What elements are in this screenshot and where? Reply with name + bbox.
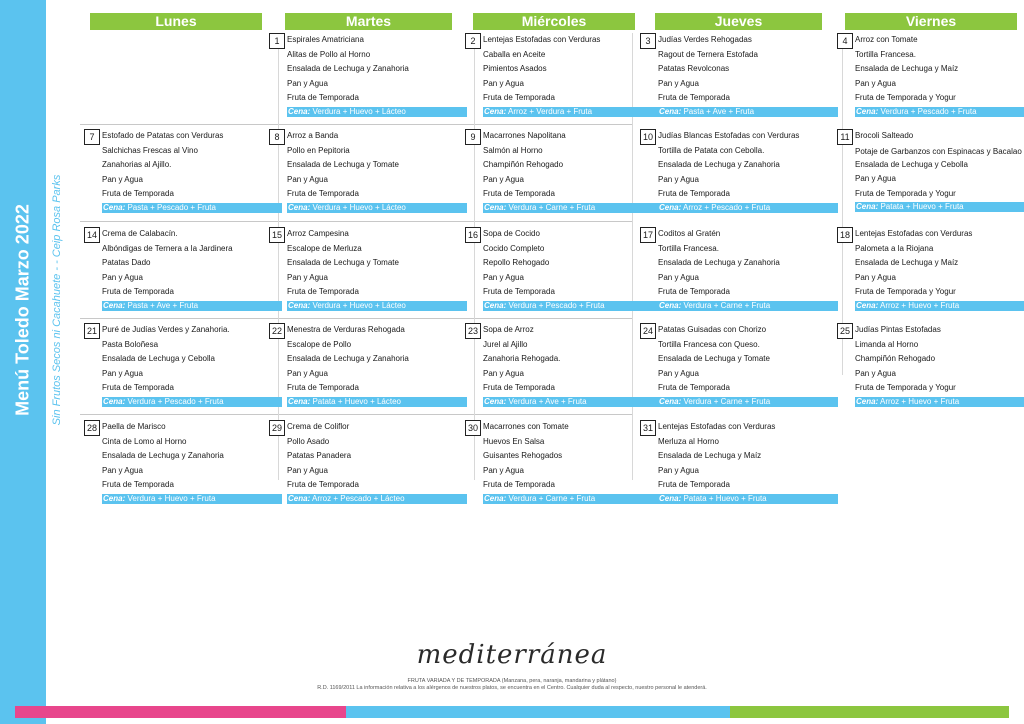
dinner-suggestion bbox=[483, 203, 663, 213]
dish: Salchichas Frescas al Vino bbox=[102, 145, 198, 155]
dish: Alitas de Pollo al Horno bbox=[287, 49, 371, 59]
dinner-label: Cena: bbox=[659, 202, 682, 212]
dish: Jurel al Ajillo bbox=[483, 339, 528, 349]
dish: Fruta de Temporada bbox=[287, 383, 359, 393]
dish: Ensalada de Lechuga y Tomate bbox=[287, 258, 399, 268]
dinner-value: Verdura + Ave + Fruta bbox=[508, 396, 587, 406]
day-cell bbox=[839, 227, 1024, 311]
dish: Menestra de Verduras Rehogada bbox=[287, 325, 405, 334]
day-header-4: Viernes bbox=[845, 13, 1017, 30]
dinner-value: Pasta + Pescado + Fruta bbox=[127, 202, 216, 212]
dinner-label: Cena: bbox=[288, 396, 311, 406]
dish: Pan y Agua bbox=[287, 465, 328, 475]
dish: Ensalada de Lechuga y Maíz bbox=[855, 258, 959, 268]
dish: Fruta de Temporada bbox=[483, 189, 555, 199]
footer-bar-blue bbox=[346, 706, 730, 718]
day-header-3: Jueves bbox=[655, 13, 822, 30]
dish: Pan y Agua bbox=[483, 465, 524, 475]
dish: Pan y Agua bbox=[102, 368, 143, 378]
dish: Pan y Agua bbox=[102, 174, 143, 184]
dish: Arroz a Banda bbox=[287, 131, 339, 140]
dish: Guisantes Rehogados bbox=[483, 451, 563, 461]
dish: Tortilla Francesa con Queso. bbox=[658, 339, 760, 349]
dinner-label: Cena: bbox=[484, 493, 507, 503]
dish: Brocoli Salteado bbox=[855, 131, 914, 140]
day-header-0: Lunes bbox=[90, 13, 262, 30]
dinner-suggestion bbox=[658, 494, 838, 504]
day-header-2: Miércoles bbox=[473, 13, 635, 30]
dish: Ensalada de Lechuga y Zanahoria bbox=[102, 451, 224, 461]
dish: Sopa de Cocido bbox=[483, 229, 540, 238]
day-cell bbox=[642, 227, 838, 311]
day-number: 10 bbox=[640, 129, 656, 145]
dish: Macarrones Napolitana bbox=[483, 131, 566, 140]
footer-bar-green bbox=[730, 706, 1009, 718]
day-number: 30 bbox=[465, 420, 481, 436]
dinner-suggestion bbox=[287, 494, 467, 504]
day-cell bbox=[840, 129, 1024, 212]
dinner-value: Arroz + Huevo + Fruta bbox=[880, 396, 960, 406]
menu-subtitle: Sin Frutos Secos ni Cacahuete - - Ceip Rosa Parks bbox=[51, 174, 63, 426]
dish: Judías Pintas Estofadas bbox=[855, 325, 941, 334]
dish: Fruta de Temporada y Yogur bbox=[855, 287, 956, 297]
day-cell bbox=[86, 227, 282, 311]
dish: Pan y Agua bbox=[287, 272, 328, 282]
dish: Lentejas Estofadas con Verduras bbox=[483, 35, 601, 44]
dinner-value: Verdura + Pescado + Fruta bbox=[127, 396, 224, 406]
dinner-suggestion bbox=[102, 494, 282, 504]
day-number: 1 bbox=[269, 33, 285, 49]
day-number: 7 bbox=[84, 129, 100, 145]
dish: Fruta de Temporada bbox=[658, 480, 730, 490]
dish: Fruta de Temporada bbox=[102, 189, 174, 199]
dish: Puré de Judías Verdes y Zanahoria. bbox=[102, 325, 230, 334]
day-cell bbox=[839, 323, 1024, 407]
dinner-value: Verdura + Carne + Fruta bbox=[508, 202, 596, 212]
dinner-value: Patata + Huevo + Fruta bbox=[880, 202, 964, 212]
dish: Pan y Agua bbox=[287, 174, 328, 184]
dish: Pollo en Pepitoria bbox=[287, 145, 350, 155]
dish: Patatas Revolconas bbox=[658, 64, 730, 74]
title-band bbox=[0, 0, 46, 724]
day-cell bbox=[467, 323, 663, 407]
dinner-suggestion bbox=[483, 301, 663, 311]
day-cell bbox=[86, 420, 282, 504]
dinner-suggestion bbox=[287, 301, 467, 311]
dish: Macarrones con Tomate bbox=[483, 422, 569, 431]
dinner-value: Verdura + Huevo + Lácteo bbox=[312, 202, 406, 212]
dish: Ensalada de Lechuga y Zanahoria bbox=[658, 160, 780, 170]
dish: Fruta de Temporada bbox=[658, 93, 730, 103]
dish: Caballa en Aceite bbox=[483, 49, 546, 59]
dish: Fruta de Temporada bbox=[102, 383, 174, 393]
dinner-label: Cena: bbox=[856, 300, 879, 310]
dish: Coditos al Gratén bbox=[658, 229, 721, 238]
dish: Pan y Agua bbox=[102, 465, 143, 475]
dish: Pasta Boloñesa bbox=[102, 339, 159, 349]
dish: Patatas Dado bbox=[102, 258, 151, 268]
dinner-value: Verdura + Carne + Fruta bbox=[683, 300, 771, 310]
dinner-label: Cena: bbox=[659, 106, 682, 116]
dish: Estofado de Patatas con Verduras bbox=[102, 131, 224, 140]
dinner-label: Cena: bbox=[484, 106, 507, 116]
dinner-label: Cena: bbox=[103, 300, 126, 310]
dish: Pan y Agua bbox=[658, 272, 699, 282]
dinner-label: Cena: bbox=[288, 202, 311, 212]
dish: Pan y Agua bbox=[658, 174, 699, 184]
dinner-suggestion bbox=[658, 107, 838, 117]
dinner-suggestion bbox=[855, 397, 1024, 407]
day-cell bbox=[271, 420, 467, 504]
day-number: 3 bbox=[640, 33, 656, 49]
dinner-label: Cena: bbox=[288, 493, 311, 503]
day-number: 29 bbox=[269, 420, 285, 436]
day-number: 21 bbox=[84, 323, 100, 339]
dish: Fruta de Temporada bbox=[483, 480, 555, 490]
dish: Fruta de Temporada bbox=[658, 287, 730, 297]
day-cell bbox=[271, 323, 467, 407]
dish: Pan y Agua bbox=[855, 272, 896, 282]
dish: Pan y Agua bbox=[287, 78, 328, 88]
day-cell bbox=[842, 33, 1024, 117]
dinner-suggestion bbox=[855, 107, 1024, 117]
dinner-suggestion bbox=[287, 397, 467, 407]
dinner-suggestion bbox=[855, 202, 1024, 212]
dish: Ensalada de Lechuga y Tomate bbox=[287, 160, 399, 170]
dish: Crema de Calabacín. bbox=[102, 229, 178, 238]
dish: Ragout de Ternera Estofada bbox=[658, 49, 758, 59]
dinner-suggestion bbox=[287, 203, 467, 213]
dinner-value: Arroz + Huevo + Fruta bbox=[880, 300, 960, 310]
dish: Pan y Agua bbox=[287, 368, 328, 378]
dinner-value: Arroz + Pescado + Fruta bbox=[683, 202, 771, 212]
dish: Pan y Agua bbox=[855, 78, 896, 88]
dish: Sopa de Arroz bbox=[483, 325, 534, 334]
dish: Ensalada de Lechuga y Zanahoria bbox=[287, 354, 409, 364]
dinner-value: Verdura + Carne + Fruta bbox=[508, 493, 596, 503]
day-number: 25 bbox=[837, 323, 853, 339]
day-number: 9 bbox=[465, 129, 481, 145]
dish: Fruta de Temporada y Yogur bbox=[855, 188, 956, 198]
dinner-suggestion bbox=[483, 107, 663, 117]
day-cell bbox=[470, 129, 663, 213]
dish: Lentejas Estofadas con Verduras bbox=[658, 422, 776, 431]
dinner-suggestion bbox=[658, 203, 838, 213]
dish: Palometa a la Riojana bbox=[855, 243, 934, 253]
dinner-label: Cena: bbox=[484, 202, 507, 212]
brand-logo: mediterránea bbox=[416, 640, 608, 670]
dinner-value: Verdura + Pescado + Fruta bbox=[880, 106, 977, 116]
dish: Tortilla de Patata con Cebolla. bbox=[658, 145, 765, 155]
dish: Ensalada de Lechuga y Cebolla bbox=[102, 354, 215, 364]
dinner-label: Cena: bbox=[856, 396, 879, 406]
dinner-value: Verdura + Carne + Fruta bbox=[683, 396, 771, 406]
dish: Tortilla Francesa. bbox=[855, 49, 916, 59]
dinner-value: Arroz + Pescado + Lácteo bbox=[312, 493, 405, 503]
dinner-value: Patata + Huevo + Fruta bbox=[683, 493, 767, 503]
dish: Arroz Campesina bbox=[287, 229, 349, 238]
day-number: 2 bbox=[465, 33, 481, 49]
dish: Lentejas Estofadas con Verduras bbox=[855, 229, 973, 238]
dish: Judías Blancas Estofadas con Verduras bbox=[658, 131, 800, 140]
dinner-label: Cena: bbox=[288, 300, 311, 310]
day-cell bbox=[274, 129, 467, 213]
dish: Fruta de Temporada bbox=[102, 480, 174, 490]
column-divider bbox=[474, 33, 475, 480]
week-separator bbox=[80, 124, 632, 125]
dish: Champiñón Rehogado bbox=[855, 354, 936, 364]
dinner-label: Cena: bbox=[856, 202, 879, 212]
dish: Fruta de Temporada bbox=[658, 189, 730, 199]
day-cell bbox=[467, 227, 663, 311]
dish: Ensalada de Lechuga y Zanahoria bbox=[658, 258, 780, 268]
day-number: 17 bbox=[640, 227, 656, 243]
dish: Pan y Agua bbox=[855, 368, 896, 378]
dish: Pimientos Asados bbox=[483, 64, 547, 74]
dish: Patatas Panadera bbox=[287, 451, 352, 461]
dinner-label: Cena: bbox=[484, 300, 507, 310]
dinner-label: Cena: bbox=[659, 396, 682, 406]
dish: Merluza al Horno bbox=[658, 436, 719, 446]
dish: Fruta de Temporada bbox=[102, 287, 174, 297]
day-number: 22 bbox=[269, 323, 285, 339]
dinner-label: Cena: bbox=[103, 396, 126, 406]
dish: Escalope de Merluza bbox=[287, 243, 362, 253]
dinner-value: Patata + Huevo + Lácteo bbox=[312, 396, 401, 406]
day-header-1: Martes bbox=[285, 13, 452, 30]
dish: Pan y Agua bbox=[483, 368, 524, 378]
day-cell bbox=[642, 420, 838, 504]
day-number: 11 bbox=[837, 129, 853, 145]
dinner-suggestion bbox=[483, 397, 663, 407]
dinner-label: Cena: bbox=[856, 106, 879, 116]
dinner-value: Verdura + Pescado + Fruta bbox=[508, 300, 605, 310]
dinner-value: Pasta + Ave + Fruta bbox=[683, 106, 755, 116]
dinner-suggestion bbox=[102, 203, 282, 213]
dish: Pan y Agua bbox=[102, 272, 143, 282]
dish: Zanahoria Rehogada. bbox=[483, 354, 561, 364]
dish: Pan y Agua bbox=[658, 368, 699, 378]
dish: Fruta de Temporada bbox=[287, 287, 359, 297]
dish: Fruta de Temporada y Yogur bbox=[855, 383, 956, 393]
dish: Judías Verdes Rehogadas bbox=[658, 35, 752, 44]
dinner-label: Cena: bbox=[103, 202, 126, 212]
dish: Ensalada de Lechuga y Maíz bbox=[658, 451, 762, 461]
day-number: 23 bbox=[465, 323, 481, 339]
dinner-value: Verdura + Huevo + Lácteo bbox=[312, 106, 406, 116]
week-separator bbox=[80, 318, 632, 319]
day-number: 4 bbox=[837, 33, 853, 49]
day-number: 14 bbox=[84, 227, 100, 243]
footer-fruit-note: FRUTA VARIADA Y DE TEMPORADA (Manzana, pera, naranja, mandarina y plátano) bbox=[407, 678, 617, 684]
dinner-value: Verdura + Huevo + Fruta bbox=[127, 493, 216, 503]
dish: Crema de Coliflor bbox=[287, 422, 350, 431]
day-cell bbox=[470, 33, 663, 117]
dish: Paella de Marisco bbox=[102, 422, 166, 431]
dish: Pan y Agua bbox=[658, 78, 699, 88]
dish: Ensalada de Lechuga y Cebolla bbox=[855, 159, 968, 169]
dish: Fruta de Temporada bbox=[287, 480, 359, 490]
dish: Fruta de Temporada bbox=[483, 287, 555, 297]
day-cell bbox=[467, 420, 663, 504]
dish: Pan y Agua bbox=[483, 174, 524, 184]
dish: Ensalada de Lechuga y Tomate bbox=[658, 354, 770, 364]
dish: Espirales Amatriciana bbox=[287, 35, 364, 44]
dish: Fruta de Temporada bbox=[483, 383, 555, 393]
dish: Salmón al Horno bbox=[483, 145, 543, 155]
dinner-suggestion bbox=[102, 397, 282, 407]
dish: Potaje de Garbanzos con Espinacas y Bacalao bbox=[855, 146, 1022, 156]
dinner-label: Cena: bbox=[659, 300, 682, 310]
dish: Cocido Completo bbox=[483, 243, 545, 253]
dish: Limanda al Horno bbox=[855, 339, 919, 349]
dish: Pan y Agua bbox=[483, 78, 524, 88]
dinner-label: Cena: bbox=[288, 106, 311, 116]
dinner-suggestion bbox=[855, 301, 1024, 311]
dinner-label: Cena: bbox=[103, 493, 126, 503]
footer-bar-pink bbox=[15, 706, 346, 718]
week-separator bbox=[80, 414, 632, 415]
day-number: 24 bbox=[640, 323, 656, 339]
dinner-suggestion bbox=[483, 494, 663, 504]
dinner-suggestion bbox=[102, 301, 282, 311]
day-number: 16 bbox=[465, 227, 481, 243]
dish: Zanahorias al Ajillo. bbox=[102, 160, 172, 170]
dish: Huevos En Salsa bbox=[483, 436, 545, 446]
dish: Patatas Guisadas con Chorizo bbox=[658, 325, 767, 334]
dish: Escalope de Pollo bbox=[287, 339, 352, 349]
dinner-suggestion bbox=[658, 301, 838, 311]
day-cell bbox=[86, 323, 282, 407]
day-number: 8 bbox=[269, 129, 285, 145]
dish: Repollo Rehogado bbox=[483, 258, 550, 268]
dinner-suggestion bbox=[658, 397, 838, 407]
dinner-suggestion bbox=[287, 107, 467, 117]
dish: Fruta de Temporada bbox=[483, 93, 555, 103]
day-cell bbox=[89, 129, 282, 213]
dish: Ensalada de Lechuga y Maíz bbox=[855, 64, 959, 74]
dinner-value: Pasta + Ave + Fruta bbox=[127, 300, 199, 310]
week-separator bbox=[80, 221, 632, 222]
day-number: 28 bbox=[84, 420, 100, 436]
dish: Pan y Agua bbox=[658, 465, 699, 475]
day-cell bbox=[271, 227, 467, 311]
dinner-label: Cena: bbox=[484, 396, 507, 406]
day-cell bbox=[645, 33, 838, 117]
day-cell bbox=[642, 323, 838, 407]
dish: Pan y Agua bbox=[855, 174, 896, 184]
menu-title: Menú Toledo Marzo 2022 bbox=[12, 204, 33, 416]
dish: Arroz con Tomate bbox=[855, 35, 918, 44]
dish: Pan y Agua bbox=[483, 272, 524, 282]
dish: Fruta de Temporada bbox=[287, 189, 359, 199]
dinner-value: Arroz + Verdura + Fruta bbox=[508, 106, 593, 116]
dinner-value: Verdura + Huevo + Lácteo bbox=[312, 300, 406, 310]
dish: Cinta de Lomo al Horno bbox=[102, 436, 187, 446]
dish: Albóndigas de Ternera a la Jardinera bbox=[102, 243, 233, 253]
dish: Fruta de Temporada bbox=[658, 383, 730, 393]
dish: Ensalada de Lechuga y Zanahoria bbox=[287, 64, 409, 74]
day-cell bbox=[642, 129, 838, 213]
dish: Fruta de Temporada bbox=[287, 93, 359, 103]
day-cell bbox=[274, 33, 467, 117]
dish: Champiñón Rehogado bbox=[483, 160, 564, 170]
dish: Tortilla Francesa. bbox=[658, 243, 719, 253]
day-number: 18 bbox=[837, 227, 853, 243]
dish: Pollo Asado bbox=[287, 436, 330, 446]
footer-allergen-note: R.D. 1169/2011 La información relativa a los alérgenos de nuestros platos, se encuentra en el Centro. Cualquier duda al respecto, nuestro personal le atenderá. bbox=[317, 685, 707, 691]
day-number: 15 bbox=[269, 227, 285, 243]
dinner-label: Cena: bbox=[659, 493, 682, 503]
day-number: 31 bbox=[640, 420, 656, 436]
dish: Fruta de Temporada y Yogur bbox=[855, 93, 956, 103]
